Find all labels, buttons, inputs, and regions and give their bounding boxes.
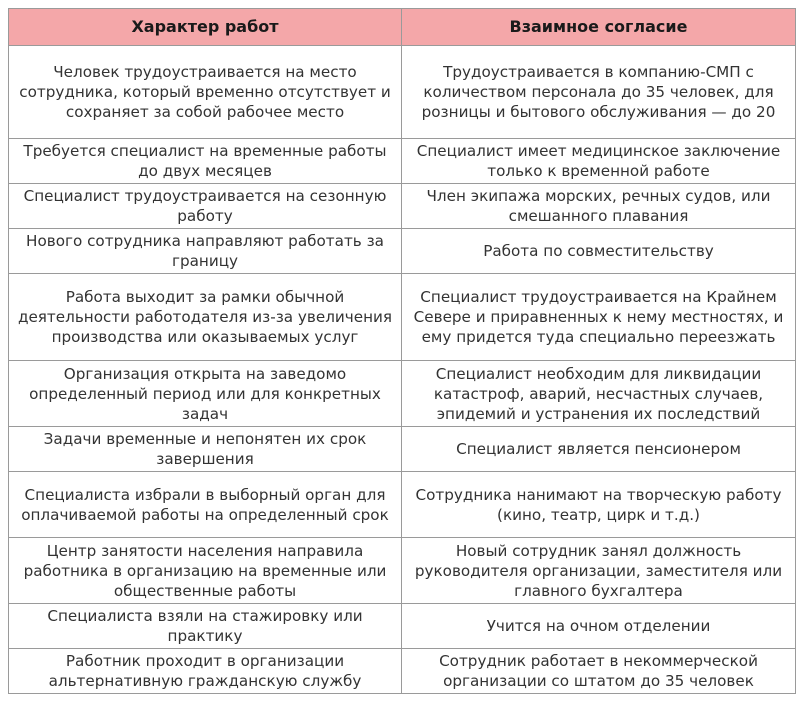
table-row xyxy=(9,184,796,229)
table-row xyxy=(9,361,796,427)
cell-work-type: Специалиста избрали в выборный орган для оплачиваемой работы на определенный срок xyxy=(9,472,402,538)
comparison-table-container xyxy=(8,8,795,694)
table-row xyxy=(9,139,796,184)
cell-mutual-consent: Работа по совместительству xyxy=(402,229,796,274)
cell-mutual-consent: Сотрудник работает в некоммерческой организации со штатом до 35 человек xyxy=(402,649,796,694)
cell-work-type: Требуется специалист на временные работы до двух месяцев xyxy=(9,139,402,184)
table-row xyxy=(9,604,796,649)
cell-mutual-consent: Член экипажа морских, речных судов, или смешанного плавания xyxy=(402,184,796,229)
table-row xyxy=(9,46,796,139)
cell-mutual-consent: Сотрудника нанимают на творческую работу (кино, театр, цирк и т.д.) xyxy=(402,472,796,538)
table-row xyxy=(9,472,796,538)
cell-mutual-consent: Специалист имеет медицинское заключение только к временной работе xyxy=(402,139,796,184)
table-header-row xyxy=(9,9,796,46)
cell-mutual-consent: Специалист необходим для ликвидации катастроф, аварий, несчастных случаев, эпидемий и устранения их последствий xyxy=(402,361,796,427)
cell-mutual-consent: Специалист является пенсионером xyxy=(402,427,796,472)
table-row xyxy=(9,538,796,604)
cell-work-type: Специалист трудоустраивается на сезонную работу xyxy=(9,184,402,229)
cell-work-type: Нового сотрудника направляют работать за границу xyxy=(9,229,402,274)
cell-mutual-consent: Учится на очном отделении xyxy=(402,604,796,649)
cell-work-type: Работник проходит в организации альтернативную гражданскую службу xyxy=(9,649,402,694)
table-row xyxy=(9,229,796,274)
cell-work-type: Работа выходит за рамки обычной деятельности работодателя из-за увеличения производства или оказываемых услуг xyxy=(9,274,402,361)
table-row xyxy=(9,649,796,694)
cell-work-type: Человек трудоустраивается на место сотрудника, который временно отсутствует и сохраняет за собой рабочее место xyxy=(9,46,402,139)
cell-work-type: Организация открыта на заведомо определенный период или для конкретных задач xyxy=(9,361,402,427)
header-work-type: Характер работ xyxy=(9,9,402,46)
table-row xyxy=(9,427,796,472)
table-row xyxy=(9,274,796,361)
comparison-table xyxy=(8,8,796,694)
cell-work-type: Центр занятости населения направила работника в организацию на временные или общественные работы xyxy=(9,538,402,604)
cell-mutual-consent: Новый сотрудник занял должность руководителя организации, заместителя или главного бухгалтера xyxy=(402,538,796,604)
cell-work-type: Задачи временные и непонятен их срок завершения xyxy=(9,427,402,472)
cell-mutual-consent: Трудоустраивается в компанию-СМП с количеством персонала до 35 человек, для розницы и бытового обслуживания — до 20 xyxy=(402,46,796,139)
cell-mutual-consent: Специалист трудоустраивается на Крайнем Севере и приравненных к нему местностях, и ему придется туда специально переезжать xyxy=(402,274,796,361)
cell-work-type: Специалиста взяли на стажировку или практику xyxy=(9,604,402,649)
header-mutual-consent: Взаимное согласие xyxy=(402,9,796,46)
